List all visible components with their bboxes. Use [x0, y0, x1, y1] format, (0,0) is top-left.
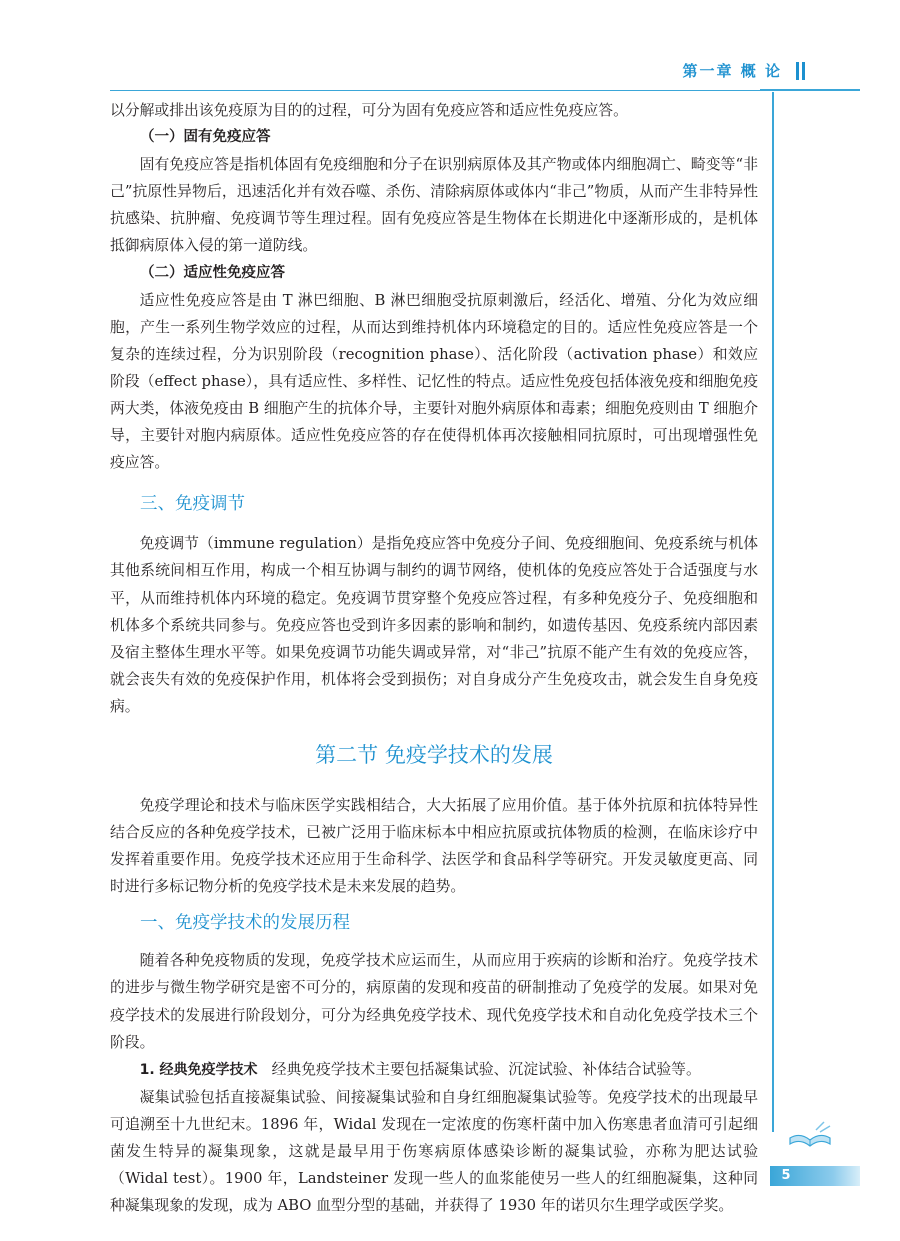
margin-rule: [772, 92, 774, 1132]
classic-techniques-label: 1. 经典免疫学技术: [139, 1061, 258, 1078]
paragraph-classic-techniques: 凝集试验包括直接凝集试验、间接凝集试验和自身红细胞凝集试验等。免疫学技术的出现最早可追溯至十九世纪末。1896 年，Widal 发现在一定浓度的伤寒杆菌中加入伤寒患者血清可引起细菌发生特异的凝集现象，这就是最早用于伤寒病原体感染诊断的凝集试验，亦称为肥达试验（Widal test）。1900 年，Landsteiner 发现一些人的血浆能使另一些人的红细胞凝集，这种同种凝集现象的发现，成为 ABO 血型分型的基础，并获得了 1930 年的诺贝尔生理学或医学奖。: [110, 1088, 758, 1215]
header-bars-decoration: [796, 62, 806, 80]
paragraph-innate-response: 固有免疫应答是指机体固有免疫细胞和分子在识别病原体及其产物或体内细胞凋亡、畸变等“非己”抗原性异物后，迅速活化并有效吞噬、杀伤、清除病原体或体内“非己”物质，从而产生非特异性抗感染、抗肿瘤、免疫调节等生理过程。固有免疫应答是生物体在长期进化中逐渐形成的，是机体抵御病原体入侵的第一道防线。: [110, 156, 758, 255]
classic-techniques-lead-text: 经典免疫学技术主要包括凝集试验、沉淀试验、补体结合试验等。: [271, 1060, 701, 1078]
page-body: [110, 97, 758, 1219]
heading-development-history: 一、免疫学技术的发展历程: [140, 913, 350, 934]
heading-immune-regulation: 三、免疫调节: [140, 494, 245, 515]
open-book-icon: [786, 1118, 834, 1152]
subheading-adaptive-response: （二）适应性免疫应答: [140, 264, 285, 281]
paragraph-technique-development: 免疫学理论和技术与临床医学实践相结合，大大拓展了应用价值。基于体外抗原和抗体特异性结合反应的各种免疫学技术，已被广泛用于临床标本中相应抗原或抗体物质的检测，在临床诊疗中发挥着重要作用。免疫学技术还应用于生命科学、法医学和食品科学等研究。开发灵敏度更高、同时进行多标记物分析的免疫学技术是未来发展的趋势。: [110, 796, 758, 896]
chapter-header: 第一章 概 论: [682, 62, 782, 80]
header-rule: [110, 90, 760, 91]
paragraph-classic-techniques-lead: [110, 1056, 758, 1084]
paragraph-immune-regulation: 免疫调节（immune regulation）是指免疫应答中免疫分子间、免疫细胞间、免疫系统与机体其他系统间相互作用，构成一个相互协调与制约的调节网络，使机体的免疫应答处于合适强度与水平，从而维持机体内环境的稳定。免疫调节贯穿整个免疫应答过程，有多种免疫分子、免疫细胞和机体多个系统共同参与。免疫应答也受到许多因素的影响和制约，如遗传基因、免疫系统内部因素及宿主整体生理水平等。如果免疫调节功能失调或异常，对“非己”抗原不能产生有效的免疫应答，就会丧失有效的免疫保护作用，机体将会受到损伤；对自身成分产生免疫攻击，就会发生自身免疫病。: [110, 535, 758, 715]
paragraph-continuation: 以分解或排出该免疫原为目的的过程，可分为固有免疫应答和适应性免疫应答。: [110, 102, 628, 119]
paragraph-adaptive-response: 适应性免疫应答是由 T 淋巴细胞、B 淋巴细胞受抗原刺激后，经活化、增殖、分化为效应细胞，产生一系列生物学效应的过程，从而达到维持机体内环境稳定的目的。适应性免疫应答是一个复杂的连续过程，分为识别阶段（recognition phase）、活化阶段（activation phase）和效应阶段（effect phase），具有适应性、多样性、记忆性的特点。适应性免疫包括体液免疫和细胞免疫两大类，体液免疫由 B 细胞产生的抗体介导，主要针对胞外病原体和毒素；细胞免疫则由 T 细胞介导，主要针对胞内病原体。适应性免疫应答的存在使得机体再次接触相同抗原时，可出现增强性免疫应答。: [110, 291, 758, 472]
page-number: 5: [781, 1168, 791, 1183]
section-title-technique-development: 第二节 免疫学技术的发展: [315, 742, 553, 767]
header-rule-accent: [760, 89, 860, 91]
subheading-innate-response: （一）固有免疫应答: [140, 129, 271, 146]
paragraph-development-history: 随着各种免疫物质的发现，免疫学技术应运而生，从而应用于疾病的诊断和治疗。免疫学技术的进步与微生物学研究是密不可分的，病原菌的发现和疫苗的研制推动了免疫学的发展。如果对免疫学技术的发展进行阶段划分，可分为经典免疫学技术、现代免疫学技术和自动化免疫学技术三个阶段。: [110, 952, 758, 1051]
